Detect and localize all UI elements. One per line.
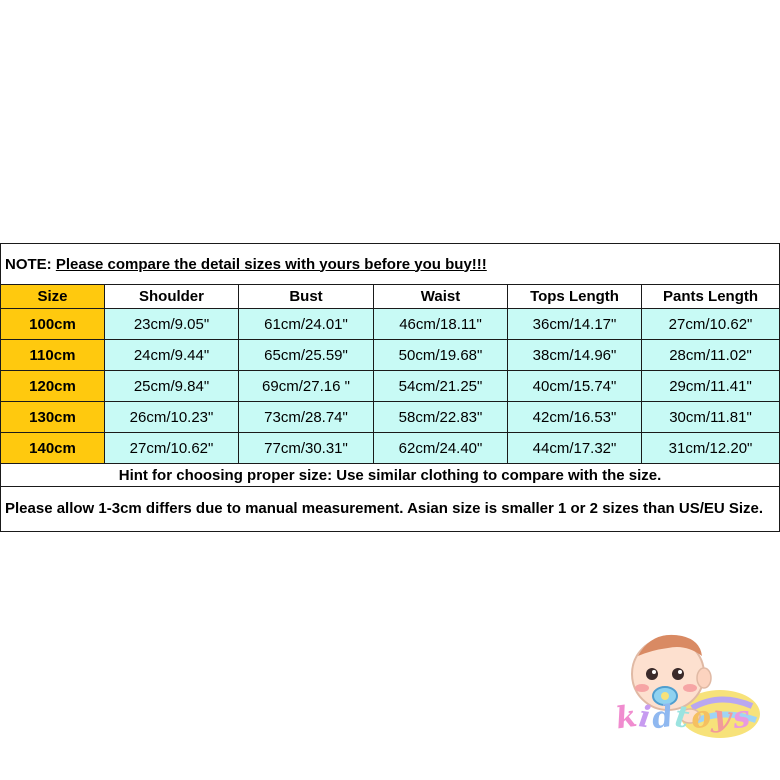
table-row xyxy=(1,340,780,371)
tops-length-cell: 44cm/17.32" xyxy=(508,433,642,464)
size-cell: 130cm xyxy=(1,402,105,433)
table-row xyxy=(1,402,780,433)
waist-cell: 58cm/22.83" xyxy=(374,402,508,433)
bust-cell: 61cm/24.01" xyxy=(239,309,374,340)
waist-cell: 50cm/19.68" xyxy=(374,340,508,371)
logo-letter: s xyxy=(730,698,754,737)
header-shoulder: Shoulder xyxy=(105,285,239,309)
waist-cell: 54cm/21.25" xyxy=(374,371,508,402)
allowance-text: Please allow 1-3cm differs due to manual measurement. Asian size is smaller 1 or 2 sizes than US/EU Size. xyxy=(1,487,780,532)
shoulder-cell: 24cm/9.44" xyxy=(105,340,239,371)
pants-length-cell: 28cm/11.02" xyxy=(642,340,780,371)
size-cell: 110cm xyxy=(1,340,105,371)
tops-length-cell: 38cm/14.96" xyxy=(508,340,642,371)
note-text: Please compare the detail sizes with yours before you buy!!! xyxy=(55,255,487,273)
tops-length-cell: 40cm/15.74" xyxy=(508,371,642,402)
bust-cell: 65cm/25.59" xyxy=(239,340,374,371)
shoulder-cell: 23cm/9.05" xyxy=(105,309,239,340)
waist-cell: 46cm/18.11" xyxy=(374,309,508,340)
table-row xyxy=(1,371,780,402)
shoulder-cell: 27cm/10.62" xyxy=(105,433,239,464)
allowance-row xyxy=(1,487,780,532)
pants-length-cell: 27cm/10.62" xyxy=(642,309,780,340)
bust-cell: 73cm/28.74" xyxy=(239,402,374,433)
tops-length-cell: 36cm/14.17" xyxy=(508,309,642,340)
table-row xyxy=(1,433,780,464)
note-row xyxy=(1,244,780,285)
logo-letter: i xyxy=(636,699,655,736)
bust-cell: 69cm/27.16 " xyxy=(239,371,374,402)
brand-logo xyxy=(613,698,754,737)
tops-length-cell: 42cm/16.53" xyxy=(508,402,642,433)
logo-letter: y xyxy=(710,698,735,737)
note-label: NOTE: xyxy=(5,255,52,273)
hint-row xyxy=(1,464,780,487)
header-tops-length: Tops Length xyxy=(508,285,642,309)
header-bust: Bust xyxy=(239,285,374,309)
logo-letter: o xyxy=(688,698,716,737)
logo-letter: t xyxy=(672,699,694,736)
size-cell: 120cm xyxy=(1,371,105,402)
bust-cell: 77cm/30.31" xyxy=(239,433,374,464)
pants-length-cell: 31cm/12.20" xyxy=(642,433,780,464)
header-size: Size xyxy=(1,285,105,309)
header-waist: Waist xyxy=(374,285,508,309)
hint-text: Hint for choosing proper size: Use similar clothing to compare with the size. xyxy=(1,464,780,487)
pants-length-cell: 30cm/11.81" xyxy=(642,402,780,433)
shoulder-cell: 26cm/10.23" xyxy=(105,402,239,433)
pants-length-cell: 29cm/11.41" xyxy=(642,371,780,402)
waist-cell: 62cm/24.40" xyxy=(374,433,508,464)
size-chart-table xyxy=(0,243,780,532)
table-row xyxy=(1,309,780,340)
logo-letter: d xyxy=(649,698,678,737)
header-pants-length: Pants Length xyxy=(642,285,780,309)
note-cell xyxy=(1,244,780,285)
size-cell: 100cm xyxy=(1,309,105,340)
header-row xyxy=(1,285,780,309)
logo-letter: k xyxy=(613,698,642,737)
shoulder-cell: 25cm/9.84" xyxy=(105,371,239,402)
size-cell: 140cm xyxy=(1,433,105,464)
